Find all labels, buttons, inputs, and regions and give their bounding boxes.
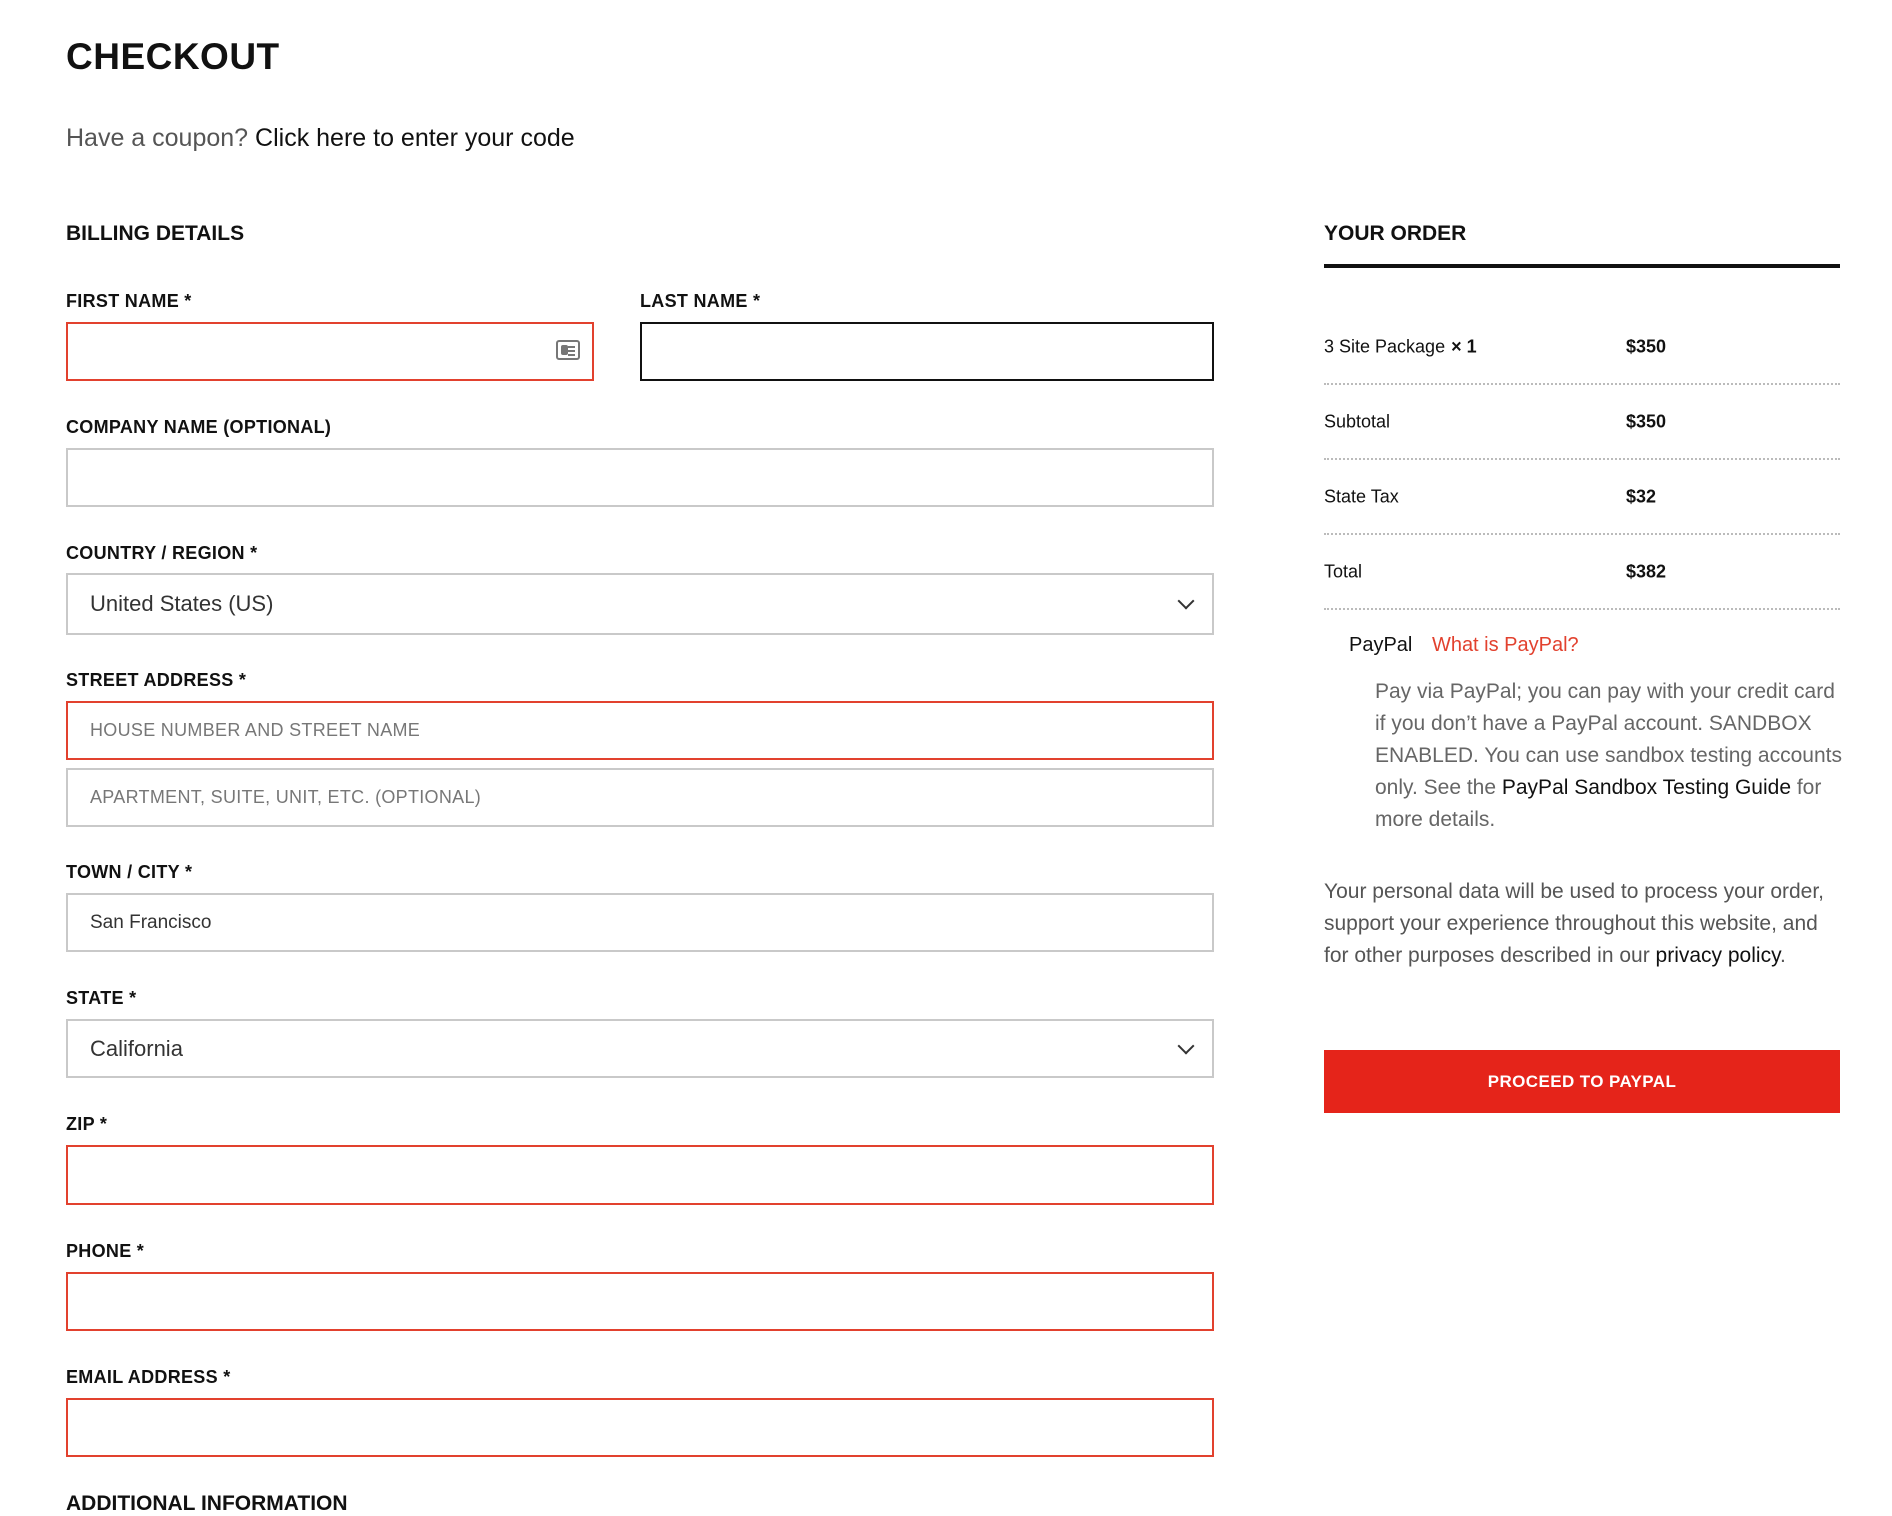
street-label: STREET ADDRESS * <box>66 670 247 690</box>
state-select[interactable] <box>66 1019 1214 1078</box>
coupon-link[interactable]: Click here to enter your code <box>255 124 575 152</box>
additional-info-heading: ADDITIONAL INFORMATION <box>66 1492 348 1515</box>
order-row-tax <box>1324 460 1840 535</box>
payment-description <box>1375 676 1845 836</box>
total-label: Total <box>1324 561 1363 581</box>
coupon-prompt: Have a coupon? <box>66 124 249 152</box>
what-is-paypal-link[interactable]: What is PayPal? <box>1431 634 1579 656</box>
state-value: California <box>90 1035 183 1061</box>
order-row-subtotal <box>1324 385 1840 460</box>
sandbox-guide-link[interactable]: PayPal Sandbox Testing Guide <box>1501 776 1792 799</box>
page-title: CHECKOUT <box>66 36 280 77</box>
company-label: COMPANY NAME (OPTIONAL) <box>66 417 332 437</box>
street-line1-field[interactable] <box>66 701 1214 760</box>
last-name-field[interactable] <box>640 322 1214 381</box>
zip-field[interactable] <box>66 1145 1214 1205</box>
total-price: $382 <box>1626 561 1667 581</box>
company-field[interactable] <box>66 448 1214 507</box>
order-heading-rule <box>1324 264 1840 268</box>
privacy-notice <box>1324 876 1844 972</box>
privacy-policy-link[interactable]: privacy policy <box>1655 944 1781 967</box>
chevron-down-icon <box>1178 593 1195 610</box>
city-value: San Francisco <box>90 911 212 933</box>
street-line1-placeholder: HOUSE NUMBER AND STREET NAME <box>90 720 421 740</box>
proceed-to-paypal-button[interactable]: PROCEED TO PAYPAL <box>1324 1050 1840 1113</box>
billing-heading: BILLING DETAILS <box>66 222 245 245</box>
tax-price: $32 <box>1626 486 1657 506</box>
country-label: COUNTRY / REGION * <box>66 543 258 563</box>
coupon-notice <box>66 124 575 153</box>
order-item-price: $350 <box>1626 336 1667 356</box>
order-heading: YOUR ORDER <box>1324 222 1467 245</box>
subtotal-price: $350 <box>1626 411 1667 431</box>
first-name-label: FIRST NAME * <box>66 291 192 311</box>
privacy-end: . <box>1780 944 1786 967</box>
order-item-name: 3 Site Package × 1 <box>1324 336 1477 356</box>
email-label: EMAIL ADDRESS * <box>66 1367 231 1387</box>
phone-label: PHONE * <box>66 1241 145 1261</box>
first-name-field[interactable] <box>66 322 594 381</box>
payment-desc-end: for more details. <box>1375 776 1822 831</box>
state-label: STATE * <box>66 988 137 1008</box>
order-item-qty: × 1 <box>1451 336 1477 356</box>
subtotal-label: Subtotal <box>1324 411 1391 431</box>
last-name-label: LAST NAME * <box>640 291 761 311</box>
street-line2-placeholder: APARTMENT, SUITE, UNIT, ETC. (OPTIONAL) <box>90 787 482 807</box>
payment-method[interactable] <box>1349 634 1579 657</box>
chevron-down-icon <box>1178 1037 1195 1054</box>
email-field[interactable] <box>66 1398 1214 1457</box>
tax-label: State Tax <box>1324 486 1399 506</box>
street-line2-field[interactable] <box>66 768 1214 827</box>
payment-desc-text: Pay via PayPal; you can pay with your credit card if you don’t have a PayPal account. SANDBOX ENABLED. You can use sandbox testing accounts only. See the <box>1375 680 1842 799</box>
payment-method-name: PayPal <box>1349 634 1413 656</box>
order-row-item <box>1324 310 1840 385</box>
contact-card-icon[interactable] <box>556 340 580 360</box>
country-value: United States (US) <box>90 591 274 616</box>
city-label: TOWN / CITY * <box>66 862 193 882</box>
country-select[interactable] <box>66 573 1214 635</box>
privacy-text: Your personal data will be used to process your order, support your experience throughout this website, and for other purposes described in our <box>1324 880 1825 967</box>
zip-label: ZIP * <box>66 1114 108 1134</box>
phone-field[interactable] <box>66 1272 1214 1331</box>
order-row-total <box>1324 535 1840 610</box>
city-field[interactable] <box>66 893 1214 952</box>
